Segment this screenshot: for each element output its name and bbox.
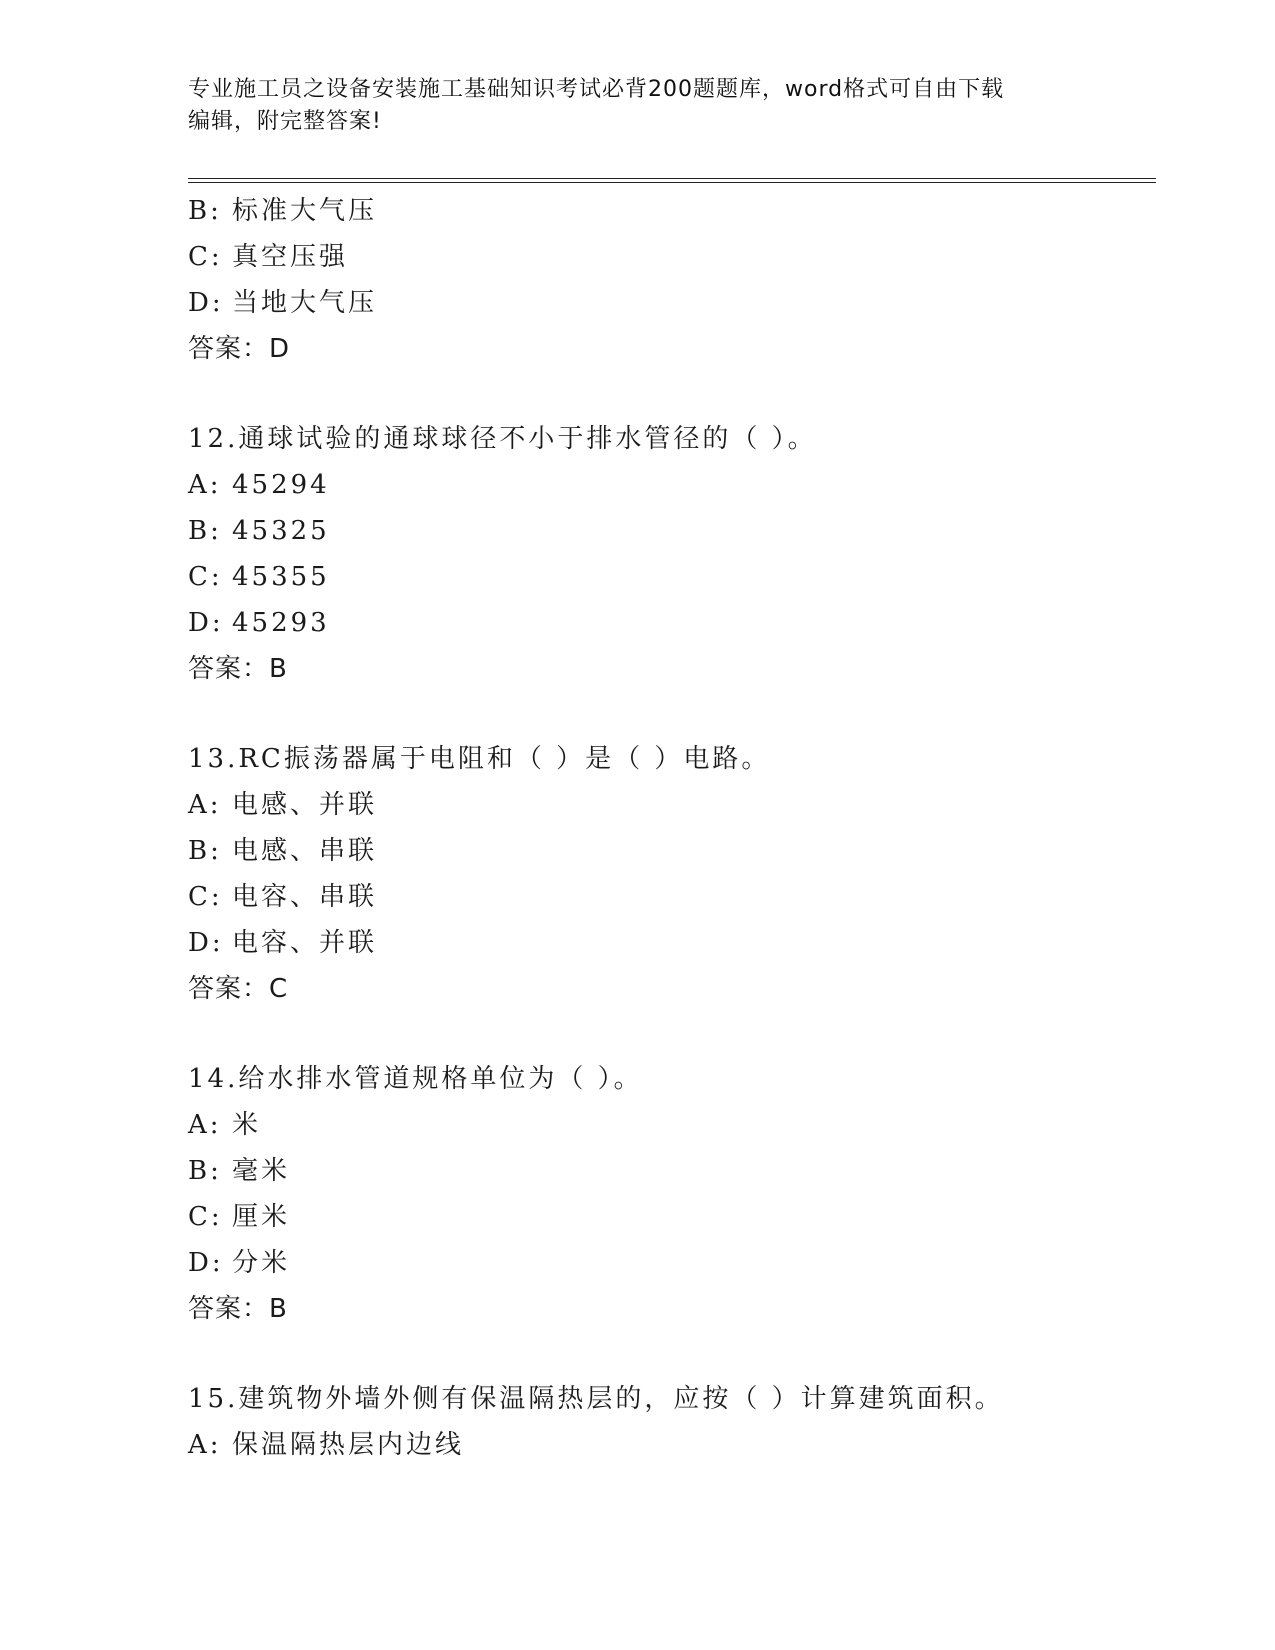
question-block-15 [188,1376,1156,1468]
question-block-14 [188,1056,1156,1332]
option-d: D: 45293 [188,608,330,638]
option-c: C: 45355 [188,562,330,592]
question-list [188,188,1156,1468]
question-stem: 15.建筑物外墙外侧有保温隔热层的，应按（ ）计算建筑面积。 [188,1384,1004,1414]
answer-line: 答案：C [188,974,289,1004]
header-line-2: 编辑，附完整答案! [188,109,382,134]
option-d: D: 分米 [188,1248,291,1278]
question-stem: 12.通球试验的通球球径不小于排水管径的（ ）。 [188,424,817,454]
option-a: A: 米 [188,1110,262,1140]
option-a: A: 电感、并联 [188,790,378,820]
option-c: C: 电容、串联 [188,882,378,912]
option-d: D: 电容、并联 [188,928,378,958]
option-b: B: 标准大气压 [188,196,378,226]
question-block-prev [188,188,1156,372]
option-b: B: 电感、串联 [188,836,378,866]
question-block-12 [188,416,1156,692]
option-b: B: 45325 [188,516,330,546]
option-a: A: 45294 [188,470,330,500]
answer-line: 答案：D [188,334,291,364]
question-stem: 14.给水排水管道规格单位为（ ）。 [188,1064,643,1094]
header-line-1: 专业施工员之设备安装施工基础知识考试必背200题题库，word格式可自由下载 [188,77,1005,102]
answer-line: 答案：B [188,1294,288,1324]
option-c: C: 真空压强 [188,242,349,272]
option-a: A: 保温隔热层内边线 [188,1430,465,1460]
question-stem: 13.RC振荡器属于电阻和（ ）是（ ）电路。 [188,744,771,774]
document-header [188,74,1088,138]
answer-line: 答案：B [188,654,288,684]
option-c: C: 厘米 [188,1202,291,1232]
header-divider [188,178,1156,183]
question-block-13 [188,736,1156,1012]
option-d: D: 当地大气压 [188,288,378,318]
option-b: B: 毫米 [188,1156,291,1186]
